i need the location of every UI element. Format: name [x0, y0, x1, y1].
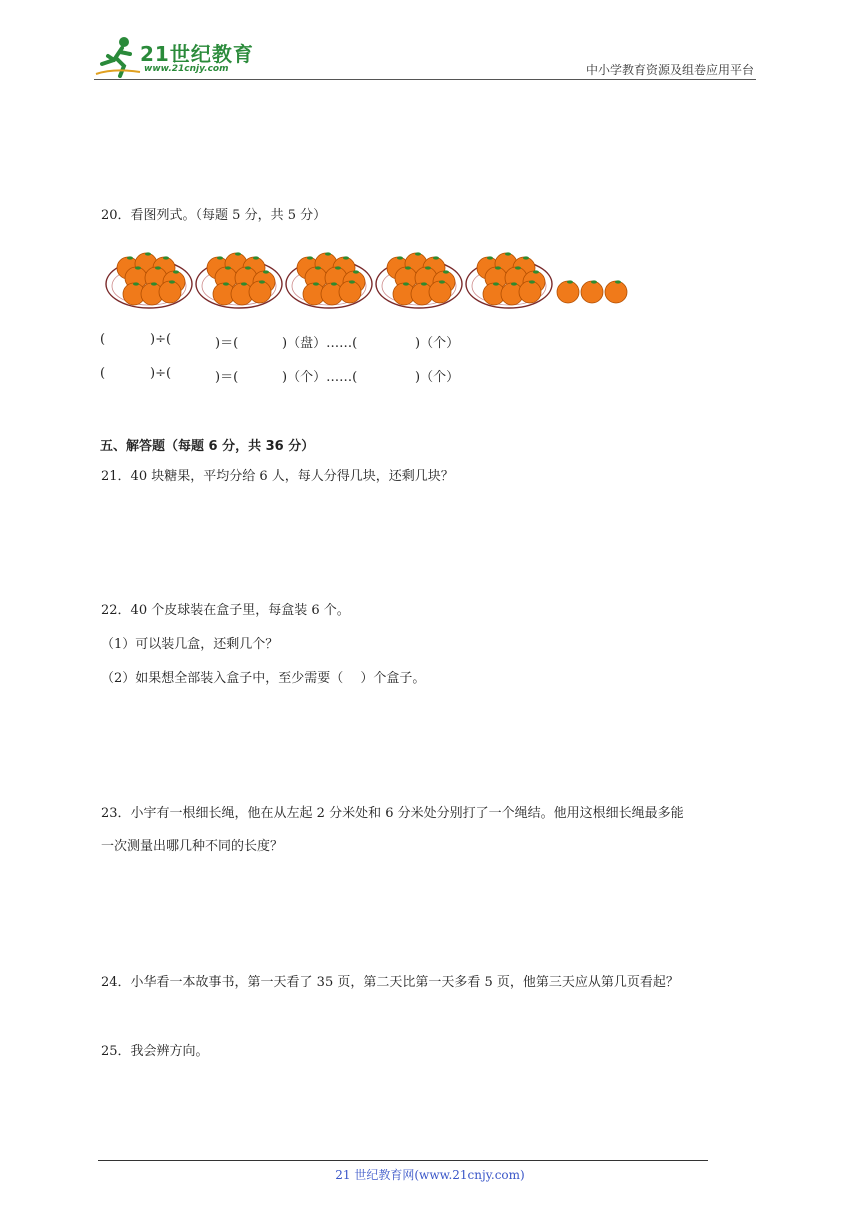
remainder-unit: )（个） — [415, 336, 460, 351]
q23-line1: 23．小宇有一根细长绳，他在从左起 2 分米处和 6 分米处分别打了一个绳结。他用这根细长绳最多能 — [101, 806, 684, 821]
logo-text: 21世纪教育 — [140, 42, 254, 66]
loose-orange-icon — [605, 280, 627, 303]
logo-url: www.21cnjy.com — [144, 64, 229, 74]
equals-symbol: )＝( — [215, 336, 239, 351]
q24-text: 24．小华看一本故事书，第一天看了 35 页，第二天比第一天多看 5 页，他第三天应从第几页看起？ — [101, 975, 679, 990]
quotient-unit: )（个）……( — [282, 370, 358, 385]
q20-answer-row-1 — [100, 332, 560, 350]
q22-sub1: （1）可以装几盒，还剩几个？ — [101, 637, 279, 652]
orange-icon — [249, 280, 271, 303]
q25-text: 25．我会辨方向。 — [101, 1044, 209, 1059]
orange-icon — [429, 280, 451, 303]
divide-symbol: )÷( — [150, 332, 172, 347]
logo-runner-icon — [94, 34, 144, 78]
header-divider — [94, 79, 756, 80]
equals-symbol: )＝( — [215, 370, 239, 385]
q23-line2: 一次测量出哪几种不同的长度？ — [101, 839, 284, 854]
q22-text: 22．40 个皮球装在盒子里，每盒装 6 个。 — [101, 603, 350, 618]
q22-sub2: （2）如果想全部装入盒子中，至少需要（ ）个盒子。 — [101, 671, 426, 686]
orange-icon — [159, 280, 181, 303]
paren-open: ( — [100, 366, 106, 381]
platform-name: 中小学教育资源及组卷应用平台 — [585, 63, 754, 77]
remainder-unit: )（个） — [415, 370, 460, 385]
quotient-unit: )（盘）……( — [282, 336, 358, 351]
orange-icon — [519, 280, 541, 303]
divide-symbol: )÷( — [150, 366, 172, 381]
q21-text: 21．40 块糖果，平均分给 6 人，每人分得几块，还剩几块？ — [101, 469, 454, 484]
q20-answer-row-2 — [100, 366, 560, 384]
loose-orange-icon — [581, 280, 603, 303]
footer-divider — [98, 1160, 708, 1161]
footer-text: 21 世纪教育网(www.21cnjy.com) — [335, 1168, 525, 1182]
orange-icon — [339, 280, 361, 303]
loose-orange-icon — [557, 280, 579, 303]
section-title: 五、解答题（每题 6 分，共 36 分） — [100, 439, 315, 454]
oranges-figure — [100, 244, 670, 314]
q20-title: 20．看图列式。（每题 5 分，共 5 分） — [101, 208, 327, 223]
paren-open: ( — [100, 332, 106, 347]
